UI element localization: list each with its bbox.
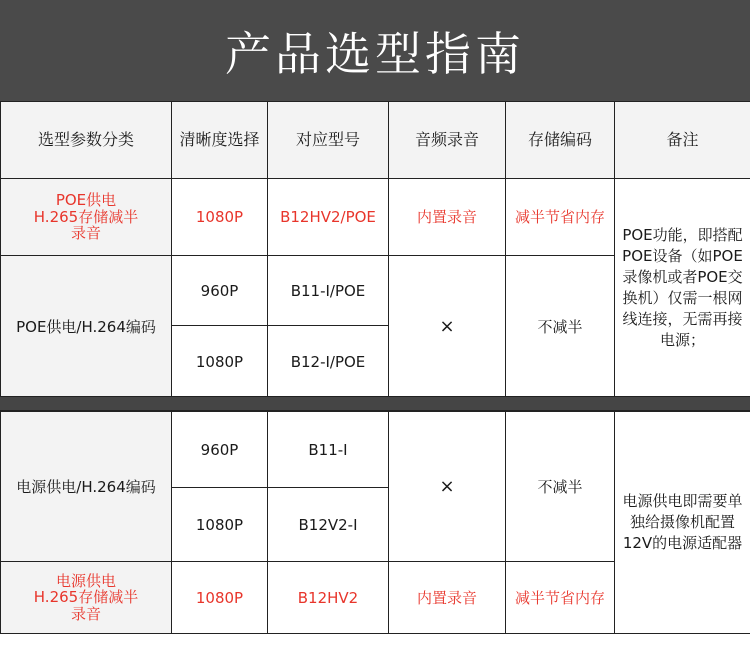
- model-cell: B11-I/POE: [268, 256, 389, 326]
- header-model: 对应型号: [268, 102, 389, 179]
- page-title: 产品选型指南: [225, 26, 525, 81]
- audio-cell: ×: [389, 412, 506, 562]
- model-cell: B11-I: [268, 412, 389, 488]
- header-category: 选型参数分类: [1, 102, 172, 179]
- header-audio: 音频录音: [389, 102, 506, 179]
- resolution-cell: 960P: [172, 256, 268, 326]
- category-line: POE供电: [55, 191, 117, 210]
- storage-cell: 减半节省内存: [506, 179, 615, 256]
- title-banner: [0, 0, 750, 101]
- category-line: 电源供电: [55, 571, 116, 590]
- resolution-cell: 1080P: [172, 326, 268, 398]
- storage-cell: 减半节省内存: [506, 562, 615, 634]
- resolution-cell: 960P: [172, 412, 268, 488]
- category-line: 录音: [70, 604, 101, 623]
- model-cell: B12-I/POE: [268, 326, 389, 398]
- category-dc-h265: [1, 562, 172, 634]
- category-line: H.265存储减半: [33, 588, 139, 607]
- audio-cell: ×: [389, 256, 506, 398]
- header-row: [1, 102, 750, 179]
- category-line: 录音: [70, 224, 101, 243]
- resolution-cell: 1080P: [172, 488, 268, 562]
- table-row: [1, 179, 750, 256]
- note-cell-poe: POE功能，即搭配POE设备（如POE录像机或者POE交换机）仅需一根网线连接，无需再接电源；: [615, 179, 750, 398]
- header-resolution: 清晰度选择: [172, 102, 268, 179]
- model-cell: B12V2-I: [268, 488, 389, 562]
- category-poe-h264: POE供电/H.264编码: [1, 256, 172, 398]
- resolution-cell: 1080P: [172, 562, 268, 634]
- table-row: [1, 412, 750, 488]
- model-cell: B12HV2: [268, 562, 389, 634]
- model-cell: B12HV2/POE: [268, 179, 389, 256]
- audio-cell: 内置录音: [389, 562, 506, 634]
- category-poe-h265: [1, 179, 172, 256]
- audio-cell: 内置录音: [389, 179, 506, 256]
- selection-table-dc: [0, 411, 750, 634]
- header-note: 备注: [615, 102, 750, 179]
- category-dc-h264: 电源供电/H.264编码: [1, 412, 172, 562]
- header-storage: 存储编码: [506, 102, 615, 179]
- resolution-cell: 1080P: [172, 179, 268, 256]
- category-line: H.265存储减半: [33, 207, 139, 226]
- storage-cell: 不减半: [506, 256, 615, 398]
- section-divider: [0, 396, 750, 411]
- note-cell-dc: 电源供电即需要单独给摄像机配置12V的电源适配器: [615, 412, 750, 634]
- selection-table-poe: [0, 101, 750, 398]
- storage-cell: 不减半: [506, 412, 615, 562]
